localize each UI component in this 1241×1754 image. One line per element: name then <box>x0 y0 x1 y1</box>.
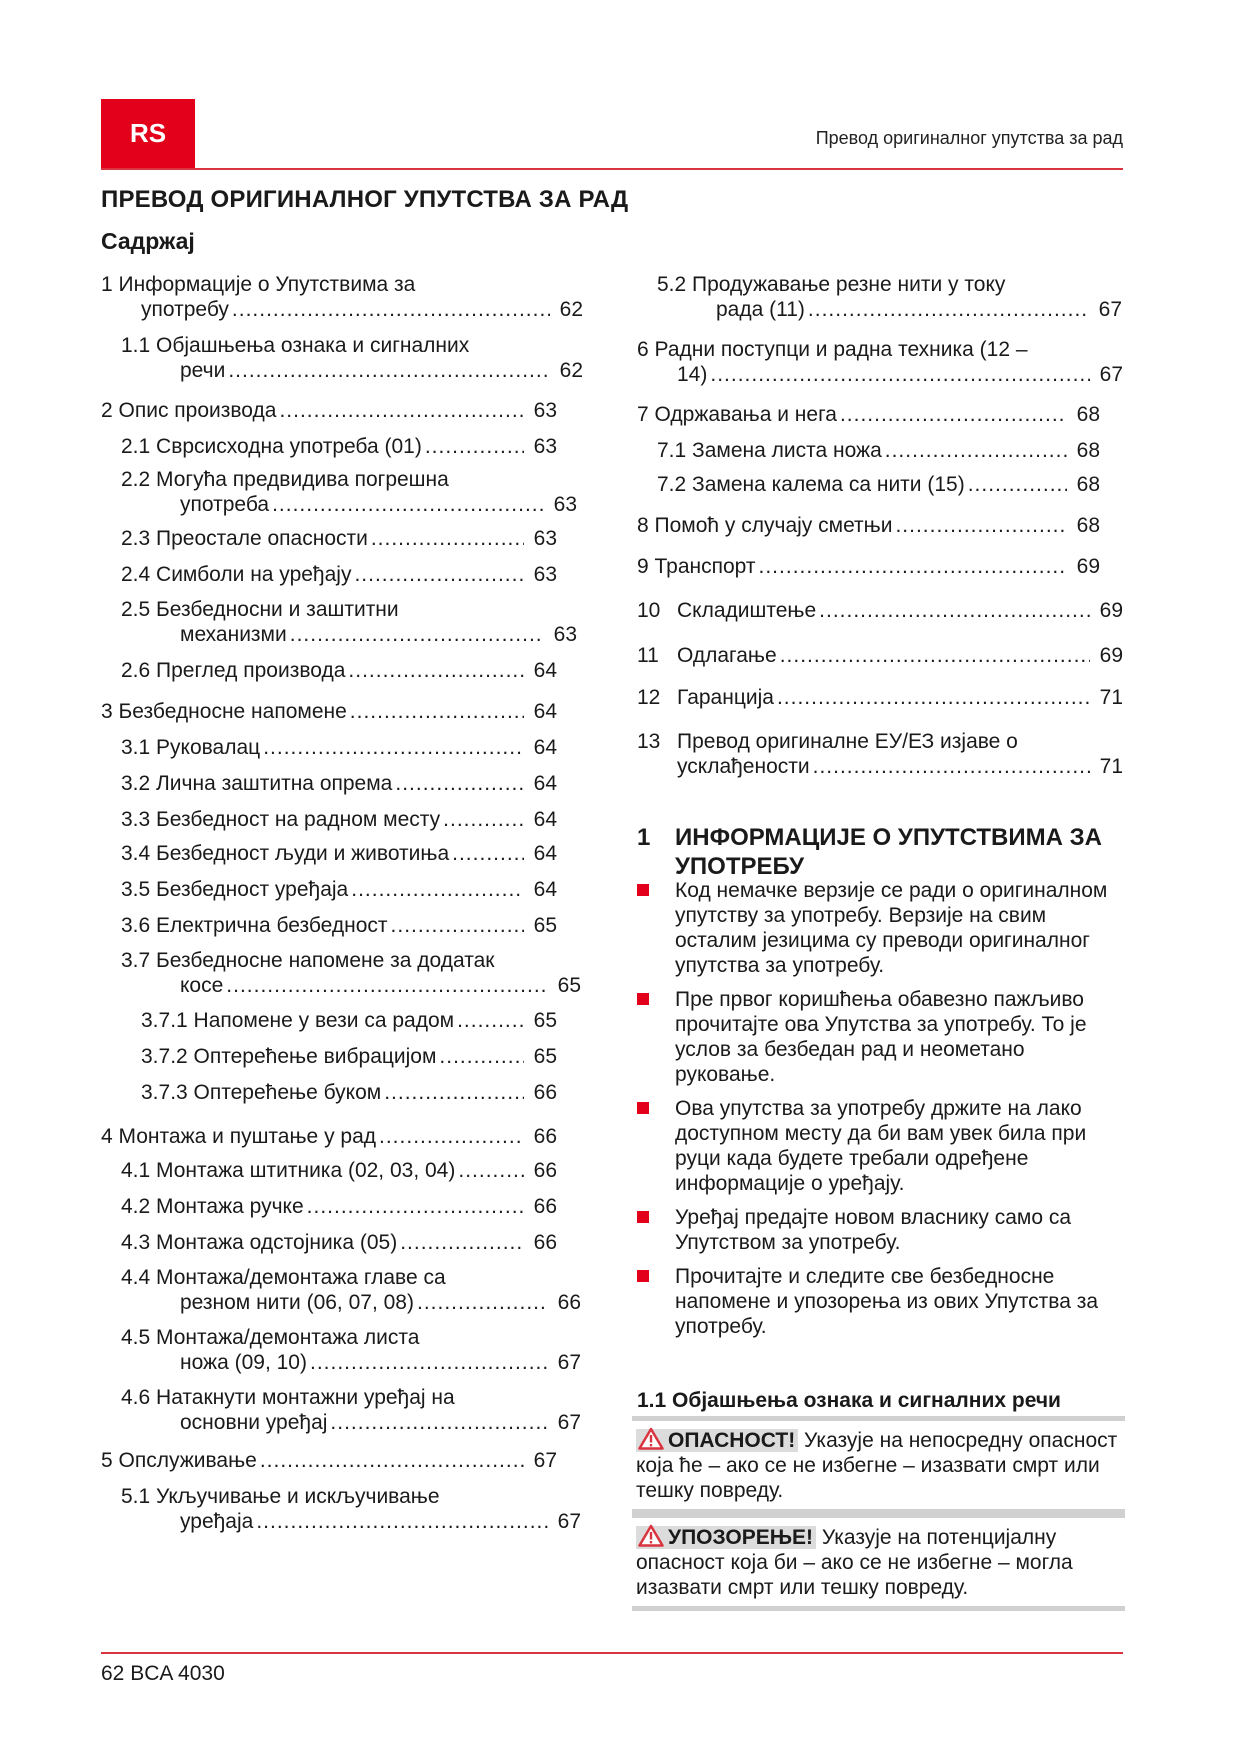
list-item: Код немачке верзије се ради о оригиналном упутству за употребу. Верзије на свим осталим језицима су преводи оригиналног упутства за употребу. <box>637 878 1127 978</box>
toc-entry[interactable]: 3.1 Руковалац ..... 64 <box>101 735 557 760</box>
toc-entry[interactable]: 2 Опис производа ..... 63 <box>101 398 557 423</box>
toc-entry[interactable]: 2.3 Преостале опасности ..... 63 <box>101 526 557 551</box>
header-rule <box>101 168 1123 170</box>
bullet-marker <box>637 993 649 1005</box>
warning-notice: УПОЗОРЕЊЕ! Указује на потенцијалну опасност која би – ако се не избегне – могла изазвати смрт или тешку повреду. <box>632 1513 1125 1611</box>
danger-notice: ОПАСНОСТ! Указује на непосредну опасност која ће – ако се не избегне – изазвати смрт или тешку повреду. <box>632 1416 1125 1514</box>
toc-entry[interactable]: 2.6 Преглед производа ..... 64 <box>101 658 557 683</box>
warning-triangle-icon <box>638 1524 664 1547</box>
toc-entry[interactable]: 2.5 Безбедносни и заштитни механизми ..... 63 <box>101 597 583 647</box>
toc-entry[interactable]: 3.7 Безбедносне напомене за додатак косе ..... 65 <box>101 948 583 998</box>
toc-entry[interactable]: 7 Одржавања и нега ..... 68 <box>637 402 1100 427</box>
toc-entry[interactable]: 3.7.2 Оптерећење вибрацијом ..... 65 <box>101 1044 557 1069</box>
danger-label: ОПАСНОСТ! <box>636 1429 798 1452</box>
toc-entry[interactable]: 11 Одлагање ..... 69 <box>637 643 1123 668</box>
toc-right-column <box>637 272 1125 779</box>
toc-entry[interactable]: 1.1 Објашњења ознака и сигналних речи ..... 62 <box>101 333 583 383</box>
toc-entry[interactable]: 3.5 Безбедност уређаја ..... 64 <box>101 877 557 902</box>
toc-entry[interactable]: 9 Транспорт ..... 69 <box>637 554 1100 579</box>
toc-entry[interactable]: 4.5 Монтажа/демонтажа листа ножа (09, 10) ..... 67 <box>101 1325 583 1375</box>
language-badge: RS <box>101 99 195 168</box>
toc-entry[interactable]: 5.2 Продужавање резне нити у току рада (11) ..... 67 <box>637 272 1125 322</box>
toc-entry[interactable]: 4.2 Монтажа ручке ..... 66 <box>101 1194 557 1219</box>
subsection-heading: 1.1 Објашњења ознака и сигналних речи <box>637 1389 1061 1412</box>
bullet-marker <box>637 1270 649 1282</box>
bullet-marker <box>637 1211 649 1223</box>
warning-label: УПОЗОРЕЊЕ! <box>636 1526 816 1549</box>
list-item: Пре првог коришћења обавезно пажљиво прочитајте ова Упутства за употребу. То је услов за безбедан рад и неометано руковање. <box>637 987 1127 1087</box>
notice-rule <box>632 1606 1125 1611</box>
toc-entry[interactable]: 4.4 Монтажа/демонтажа главе са резном нити (06, 07, 08) ..... 66 <box>101 1265 583 1315</box>
page-footer: 62 BCA 4030 <box>101 1662 225 1685</box>
toc-entry[interactable]: 3.7.1 Напомене у вези са радом ..... 65 <box>101 1008 557 1033</box>
toc-entry[interactable]: 4.3 Монтажа одстојника (05) ..... 66 <box>101 1230 557 1255</box>
bullet-marker <box>637 1102 649 1114</box>
footer-rule <box>101 1652 1123 1654</box>
list-item: Прочитајте и следите све безбедносне напомене и упозорења из ових Упутства за употребу. <box>637 1264 1127 1339</box>
toc-entry[interactable]: 5.1 Укључивање и искључивање уређаја ..... 67 <box>101 1484 583 1534</box>
bullet-marker <box>637 884 649 896</box>
toc-entry[interactable]: 7.2 Замена калема са нити (15) ..... 68 <box>637 472 1100 497</box>
toc-entry[interactable]: 2.2 Могућа предвидива погрешна употреба ..... 63 <box>101 467 583 517</box>
toc-entry[interactable]: 12 Гаранција ..... 71 <box>637 685 1123 710</box>
toc-entry[interactable]: 4.6 Натакнути монтажни уређај на основни уређај ..... 67 <box>101 1385 583 1435</box>
list-item: Уређај предајте новом власнику само са Упутством за употребу. <box>637 1205 1127 1255</box>
warning-triangle-icon <box>638 1427 664 1450</box>
toc-entry[interactable]: 1 Информације о Упутствима за употребу ..... 62 <box>101 272 583 322</box>
document-title: ПРЕВОД ОРИГИНАЛНОГ УПУТСТВА ЗА РАД <box>101 186 629 213</box>
toc-entry[interactable]: 8 Помоћ у случају сметњи ..... 68 <box>637 513 1100 538</box>
toc-entry[interactable]: 3.4 Безбедност људи и животиња ..... 64 <box>101 841 557 866</box>
toc-entry[interactable]: 6 Радни поступци и радна техника (12 – 14) ..... 67 <box>637 337 1125 387</box>
toc-entry[interactable]: 13 Превод оригиналне ЕУ/ЕЗ изјаве о усклађености ..... 71 <box>637 729 1125 779</box>
toc-left-column <box>101 272 583 1534</box>
toc-entry[interactable]: 3.6 Електрична безбедност ..... 65 <box>101 913 557 938</box>
toc-entry[interactable]: 2.4 Симболи на уређају ..... 63 <box>101 562 557 587</box>
toc-entry[interactable]: 4 Монтажа и пуштање у рад ..... 66 <box>101 1124 557 1149</box>
running-title: Превод оригиналног упутства за рад <box>815 128 1123 148</box>
list-item: Ова упутства за употребу држите на лако доступном месту да би вам увек била при руци када будете требали одређене информације о уређају. <box>637 1096 1127 1196</box>
section-heading: 1 ИНФОРМАЦИЈЕ О УПУТСТВИМА ЗА УПОТРЕБУ <box>637 824 1102 880</box>
toc-entry[interactable]: 7.1 Замена листа ножа ..... 68 <box>637 438 1100 463</box>
bullet-list <box>637 878 1127 1348</box>
toc-entry[interactable]: 10 Складиштење ..... 69 <box>637 598 1123 623</box>
toc-entry[interactable]: 3.7.3 Оптерећење буком ..... 66 <box>101 1080 557 1105</box>
toc-entry[interactable]: 3 Безбедносне напомене ..... 64 <box>101 699 557 724</box>
toc-heading: Садржај <box>101 228 195 254</box>
toc-entry[interactable]: 5 Опслуживање ..... 67 <box>101 1448 557 1473</box>
toc-entry[interactable]: 3.3 Безбедност на радном месту ..... 64 <box>101 807 557 832</box>
toc-entry[interactable]: 2.1 Сврсисходна употреба (01) ..... 63 <box>101 434 557 459</box>
toc-entry[interactable]: 3.2 Лична заштитна опрема ..... 64 <box>101 771 557 796</box>
toc-entry[interactable]: 4.1 Монтажа штитника (02, 03, 04) ..... 66 <box>101 1158 557 1183</box>
